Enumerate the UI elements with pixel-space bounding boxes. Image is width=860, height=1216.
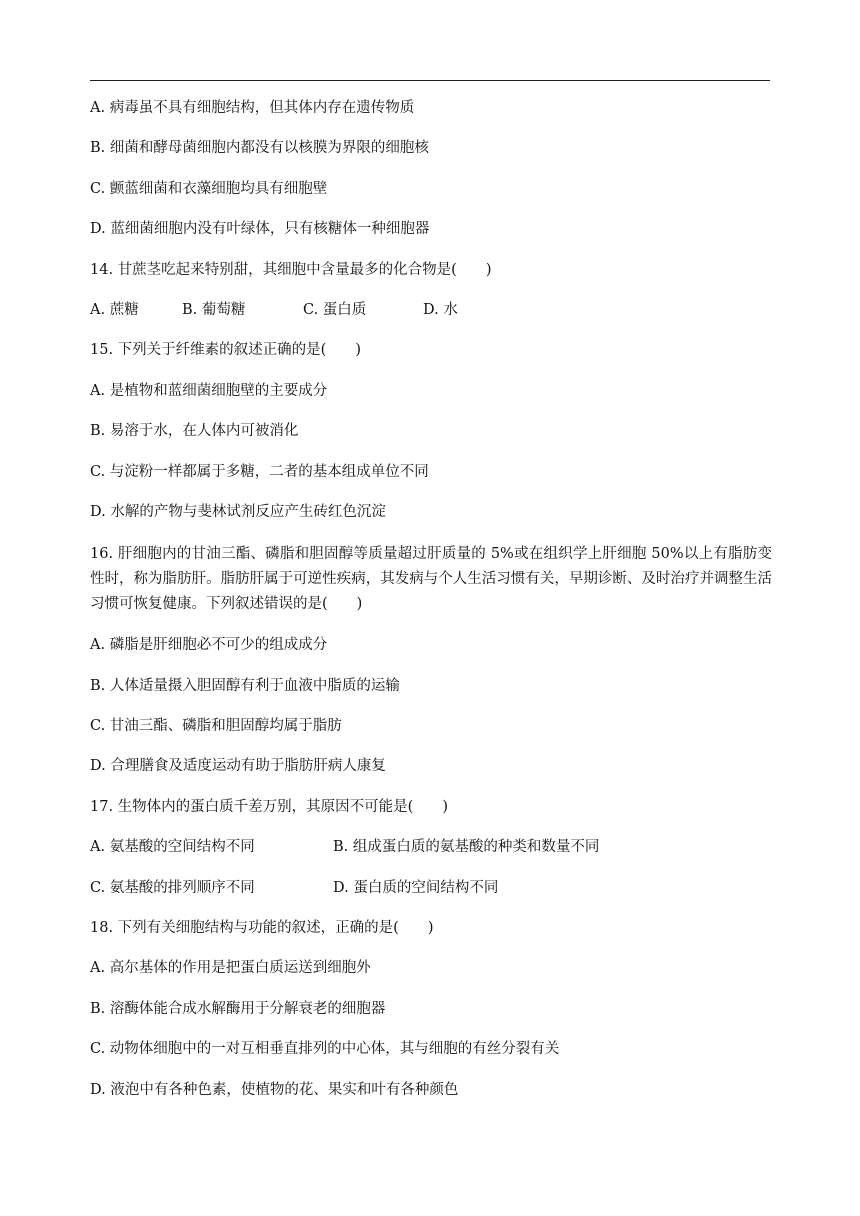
q14-option-c: C. 蛋白质: [303, 301, 367, 318]
q14-options: [90, 300, 772, 320]
q16-stem: 16. 肝细胞内的甘油三酯、磷脂和胆固醇等质量超过肝质量的 5%或在组织学上肝细胞 50%以上有脂肪变性时，称为脂肪肝。脂肪肝属于可逆性疾病，其发病与个人生活习惯有关，早期诊断、及时治疗并调整生活习惯可恢复健康。下列叙述错误的是( ): [90, 546, 772, 613]
question-14: [90, 260, 772, 320]
question-18: [90, 918, 772, 1100]
q17-stem: 17. 生物体内的蛋白质千差万别，其原因不可能是( ): [90, 798, 448, 815]
q18-option-b: B. 溶酶体能合成水解酶用于分解衰老的细胞器: [90, 1000, 386, 1017]
q18-stem: 18. 下列有关细胞结构与功能的叙述，正确的是( ): [90, 920, 434, 937]
q13-option-d: D. 蓝细菌细胞内没有叶绿体，只有核糖体一种细胞器: [90, 221, 430, 238]
q16-option-a: A. 磷脂是肝细胞必不可少的组成成分: [90, 637, 328, 654]
q17-options-row-1: [90, 837, 772, 857]
q18-option-d: D. 液泡中有各种色素，使植物的花、果实和叶有各种颜色: [90, 1081, 459, 1098]
q13-option-b: B. 细菌和酵母菌细胞内都没有以核膜为界限的细胞核: [90, 140, 429, 157]
q14-option-d: D. 水: [423, 301, 458, 318]
q17-option-c: C. 氨基酸的排列顺序不同: [90, 879, 255, 896]
question-13: [90, 98, 772, 239]
q16-option-c: C. 甘油三酯、磷脂和胆固醇均属于脂肪: [90, 718, 342, 735]
q15-option-a: A. 是植物和蓝细菌细胞壁的主要成分: [90, 382, 328, 399]
exam-page: [90, 98, 772, 1120]
q17-option-d: D. 蛋白质的空间结构不同: [333, 879, 499, 896]
question-15: [90, 340, 772, 522]
q18-option-c: C. 动物体细胞中的一对互相垂直排列的中心体，其与细胞的有丝分裂有关: [90, 1041, 560, 1058]
q18-option-a: A. 高尔基体的作用是把蛋白质运送到细胞外: [90, 960, 371, 977]
q13-option-c: C. 颤蓝细菌和衣藻细胞均具有细胞壁: [90, 180, 328, 197]
q13-option-a: A. 病毒虽不具有细胞结构，但其体内存在遗传物质: [90, 100, 415, 116]
q14-option-b: B. 葡萄糖: [182, 301, 246, 318]
question-16: [90, 542, 772, 776]
q15-option-c: C. 与淀粉一样都属于多糖，二者的基本组成单位不同: [90, 463, 429, 480]
q17-option-b: B. 组成蛋白质的氨基酸的种类和数量不同: [333, 839, 600, 856]
q17-option-a: A. 氨基酸的空间结构不同: [90, 839, 255, 856]
q16-option-d: D. 合理膳食及适度运动有助于脂肪肝病人康复: [90, 758, 386, 775]
q15-option-d: D. 水解的产物与斐林试剂反应产生砖红色沉淀: [90, 503, 386, 520]
q14-stem: 14. 甘蔗茎吃起来特别甜，其细胞中含量最多的化合物是( ): [90, 261, 492, 278]
header-rule: [90, 80, 770, 81]
q16-option-b: B. 人体适量摄入胆固醇有利于血液中脂质的运输: [90, 677, 400, 694]
question-17: [90, 797, 772, 898]
q15-option-b: B. 易溶于水，在人体内可被消化: [90, 423, 299, 440]
q14-option-a: A. 蔗糖: [90, 301, 139, 318]
q15-stem: 15. 下列关于纤维素的叙述正确的是( ): [90, 342, 361, 359]
q17-options-row-2: [90, 878, 772, 898]
